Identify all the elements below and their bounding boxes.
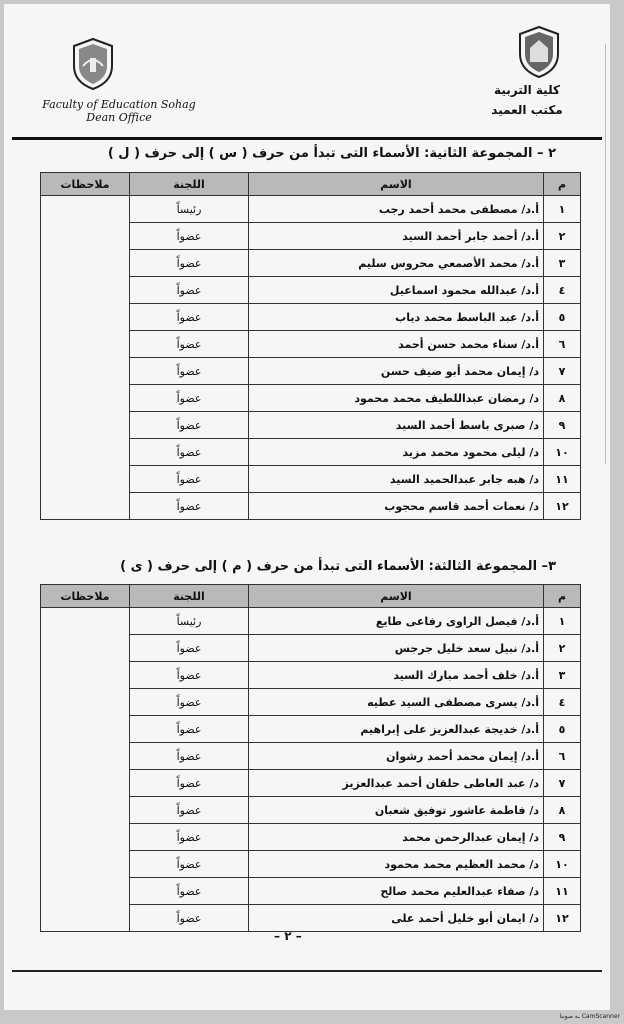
member-name: أ.د/ عبد الباسط محمد دياب bbox=[249, 304, 544, 331]
col-notes-header: ملاحظات bbox=[41, 173, 130, 196]
header-arabic bbox=[482, 80, 572, 120]
col-name-header: الاسم bbox=[249, 173, 544, 196]
row-number: ٢ bbox=[544, 223, 581, 250]
committee-role: عضواً bbox=[130, 770, 249, 797]
member-name: د/ محمد العظيم محمد محمود bbox=[249, 851, 544, 878]
row-number: ٧ bbox=[544, 358, 581, 385]
member-name: أ.د/ فيصل الراوى رفاعى طايع bbox=[249, 608, 544, 635]
committee-role: عضواً bbox=[130, 797, 249, 824]
member-name: أ.د/ محمد الأصمعي محروس سليم bbox=[249, 250, 544, 277]
row-number: ١٠ bbox=[544, 439, 581, 466]
committee-role: عضواً bbox=[130, 493, 249, 520]
group3-table bbox=[40, 584, 581, 932]
group2-body bbox=[41, 196, 581, 520]
committee-role: عضواً bbox=[130, 466, 249, 493]
sohag-university-logo-left bbox=[68, 36, 118, 92]
group3-body bbox=[41, 608, 581, 932]
table-row bbox=[41, 608, 581, 635]
committee-role: عضواً bbox=[130, 851, 249, 878]
scan-edge-line bbox=[605, 44, 606, 464]
member-name: د/ إيمان محمد أبو ضيف حسن bbox=[249, 358, 544, 385]
row-number: ٥ bbox=[544, 716, 581, 743]
committee-role: عضواً bbox=[130, 223, 249, 250]
committee-role: عضواً bbox=[130, 412, 249, 439]
table-row bbox=[41, 196, 581, 223]
header-english-line-1: Faculty of Education Sohag bbox=[42, 98, 196, 111]
row-number: ١ bbox=[544, 608, 581, 635]
row-number: ٤ bbox=[544, 277, 581, 304]
col-name-header: الاسم bbox=[249, 585, 544, 608]
member-name: د/ نعمات أحمد قاسم محجوب bbox=[249, 493, 544, 520]
col-number-header: م bbox=[544, 585, 581, 608]
committee-role: عضواً bbox=[130, 439, 249, 466]
header-arabic-line-2: مكتب العميد bbox=[491, 103, 563, 117]
committee-role: عضواً bbox=[130, 716, 249, 743]
row-number: ٩ bbox=[544, 412, 581, 439]
committee-role: عضواً bbox=[130, 635, 249, 662]
committee-role: عضواً bbox=[130, 304, 249, 331]
col-committee-header: اللجنة bbox=[130, 173, 249, 196]
document-page bbox=[4, 4, 610, 1010]
member-name: أ.د/ خلف أحمد مبارك السيد bbox=[249, 662, 544, 689]
col-number-header: م bbox=[544, 173, 581, 196]
row-number: ٩ bbox=[544, 824, 581, 851]
scanner-watermark: CamScanner ـه صوبنا bbox=[559, 1013, 620, 1020]
header-english bbox=[34, 98, 204, 124]
row-number: ٦ bbox=[544, 743, 581, 770]
header-divider bbox=[12, 137, 602, 140]
committee-role: عضواً bbox=[130, 331, 249, 358]
member-name: أ.د/ عبدالله محمود اسماعيل bbox=[249, 277, 544, 304]
row-number: ٢ bbox=[544, 635, 581, 662]
header-english-line-2: Dean Office bbox=[86, 111, 152, 124]
member-name: أ.د/ نبيل سعد خليل جرجس bbox=[249, 635, 544, 662]
notes-cell bbox=[41, 608, 130, 932]
committee-role: عضواً bbox=[130, 385, 249, 412]
member-name: د/ ايمان أبو خليل أحمد على bbox=[249, 905, 544, 932]
committee-role: عضواً bbox=[130, 878, 249, 905]
member-name: أ.د/ مصطفى محمد أحمد رجب bbox=[249, 196, 544, 223]
row-number: ١١ bbox=[544, 466, 581, 493]
member-name: د/ هبه جابر عبدالحميد السيد bbox=[249, 466, 544, 493]
header-arabic-line-1: كلية التربية bbox=[494, 83, 560, 97]
committee-role: رئيساً bbox=[130, 196, 249, 223]
footer-divider bbox=[12, 970, 602, 972]
group2-header-row bbox=[41, 173, 581, 196]
row-number: ١٢ bbox=[544, 493, 581, 520]
page-number: – ٢ – bbox=[274, 929, 302, 943]
member-name: د/ عبد العاطى حلقان أحمد عبدالعزيز bbox=[249, 770, 544, 797]
member-name: أ.د/ سناء محمد حسن أحمد bbox=[249, 331, 544, 358]
row-number: ١٢ bbox=[544, 905, 581, 932]
row-number: ٤ bbox=[544, 689, 581, 716]
member-name: أ.د/ إيمان محمد أحمد رشوان bbox=[249, 743, 544, 770]
row-number: ٨ bbox=[544, 797, 581, 824]
committee-role: عضواً bbox=[130, 824, 249, 851]
row-number: ١١ bbox=[544, 878, 581, 905]
member-name: أ.د/ يسرى مصطفى السيد عطيه bbox=[249, 689, 544, 716]
member-name: د/ صفاء عبدالعليم محمد صالح bbox=[249, 878, 544, 905]
row-number: ٨ bbox=[544, 385, 581, 412]
member-name: د/ رمضان عبداللطيف محمد محمود bbox=[249, 385, 544, 412]
committee-role: رئيساً bbox=[130, 608, 249, 635]
committee-role: عضواً bbox=[130, 277, 249, 304]
member-name: أ.د/ خديجة عبدالعزيز على إبراهيم bbox=[249, 716, 544, 743]
member-name: أ.د/ أحمد جابر أحمد السيد bbox=[249, 223, 544, 250]
committee-role: عضواً bbox=[130, 743, 249, 770]
col-notes-header: ملاحظات bbox=[41, 585, 130, 608]
row-number: ٧ bbox=[544, 770, 581, 797]
group3-header-row bbox=[41, 585, 581, 608]
row-number: ٣ bbox=[544, 250, 581, 277]
notes-cell bbox=[41, 196, 130, 520]
member-name: د/ ليلى محمود محمد مزيد bbox=[249, 439, 544, 466]
committee-role: عضواً bbox=[130, 358, 249, 385]
group2-title: ٢ – المجموعة الثانية: الأسماء التى تبدأ من حرف ( س ) إلى حرف ( ل ) bbox=[107, 146, 556, 161]
member-name: د/ صبرى باسط أحمد السيد bbox=[249, 412, 544, 439]
committee-role: عضواً bbox=[130, 905, 249, 932]
row-number: ٣ bbox=[544, 662, 581, 689]
group2-table bbox=[40, 172, 581, 520]
committee-role: عضواً bbox=[130, 662, 249, 689]
committee-role: عضواً bbox=[130, 250, 249, 277]
member-name: د/ إيمان عبدالرحمن محمد bbox=[249, 824, 544, 851]
row-number: ١٠ bbox=[544, 851, 581, 878]
member-name: د/ فاطمة عاشور توفيق شعبان bbox=[249, 797, 544, 824]
group3-title: ٣– المجموعة الثالثة: الأسماء التى تبدأ من حرف ( م ) إلى حرف ( ى ) bbox=[120, 559, 556, 574]
row-number: ٥ bbox=[544, 304, 581, 331]
col-committee-header: اللجنة bbox=[130, 585, 249, 608]
row-number: ١ bbox=[544, 196, 581, 223]
faculty-logo-right bbox=[514, 24, 564, 80]
committee-role: عضواً bbox=[130, 689, 249, 716]
row-number: ٦ bbox=[544, 331, 581, 358]
